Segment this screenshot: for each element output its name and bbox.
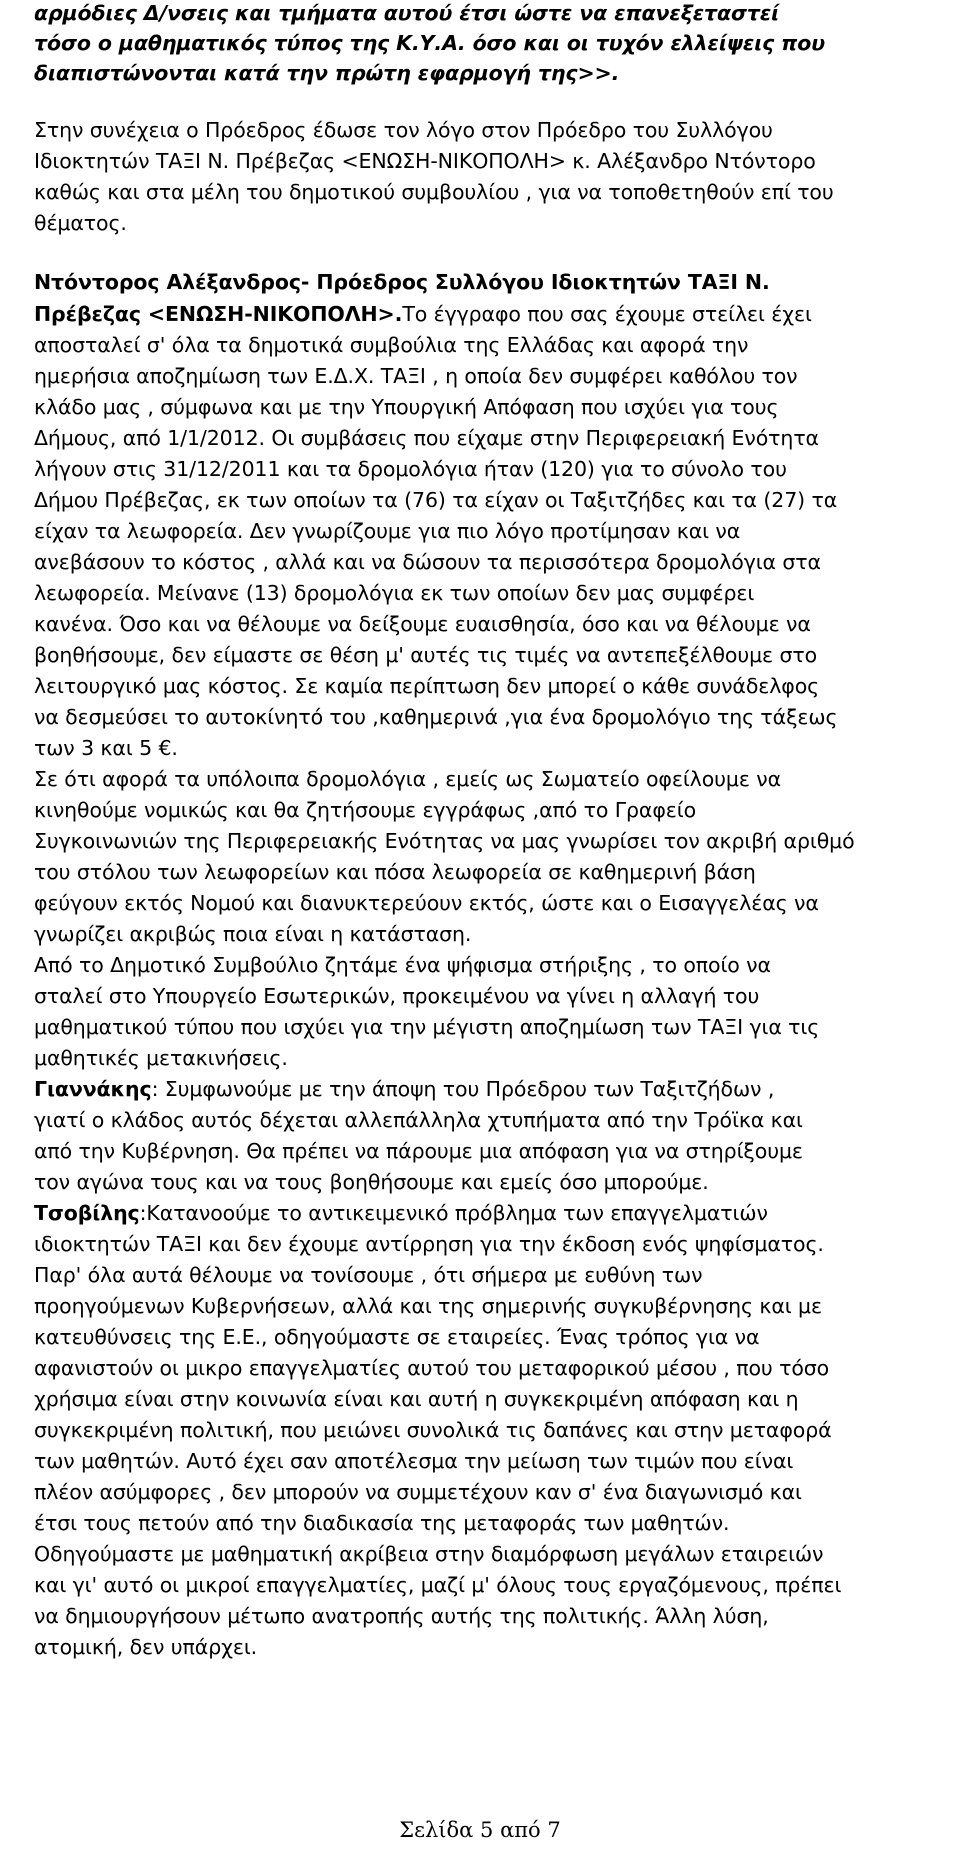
speaker-line: Οδηγούμαστε με μαθηματική ακρίβεια στην διαμόρφωση μεγάλων εταιρειών — [34, 1542, 824, 1566]
paragraph-line: Ιδιοκτητών ΤΑΞΙ Ν. Πρέβεζας <ΕΝΩΣΗ-ΝΙΚΟΠΟΛΗ> κ. Αλέξανδρο Ντόντορο — [34, 149, 816, 173]
body-line: λήγουν στις 31/12/2011 και τα δρομολόγια ήταν (120) για το σύνολο του — [34, 457, 787, 481]
body-line: του στόλου των λεωφορείων και πόσα λεωφορεία σε καθημερινή βάση — [34, 860, 756, 884]
speaker-line: τον αγώνα τους και να τους βοηθήσουμε και εμείς όσο μπορούμε. — [34, 1170, 709, 1194]
speaker-line — [34, 301, 812, 327]
speaker-name: Πρέβεζας <ΕΝΩΣΗ-ΝΙΚΟΠΟΛΗ>. — [34, 302, 403, 326]
speaker-line: των μαθητών. Αυτό έχει σαν αποτέλεσμα την μείωση των τιμών που είναι — [34, 1449, 794, 1473]
body-line: Συγκοινωνιών της Περιφερειακής Ενότητας να μας γνωρίσει τον ακριβή αριθμό — [34, 829, 855, 853]
speaker-line: αφανιστούν οι μικρο επαγγελματίες αυτού του μεταφορικού μέσου , που τόσο — [34, 1356, 830, 1380]
body-line: ανεβάσουν το κόστος , αλλά και να δώσουν τα περισσότερα δρομολόγια στα — [34, 550, 821, 574]
speaker-line: κατευθύνσεις της Ε.Ε., οδηγούμαστε σε εταιρείες. Ένας τρόπος για να — [34, 1325, 760, 1349]
body-line: φεύγουν εκτός Νομού και διανυκτερεύουν εκτός, ώστε και ο Εισαγγελέας να — [34, 891, 819, 915]
body-line: είχαν τα λεωφορεία. Δεν γνωρίζουμε για πιο λόγο προτίμησαν και να — [34, 519, 741, 543]
speaker-line: προηγούμενων Κυβερνήσεων, αλλά και της σημερινής συγκυβέρνησης και με — [34, 1294, 822, 1318]
paragraph-line: καθώς και στα μέλη του δημοτικού συμβουλίου , για να τοποθετηθούν επί του — [34, 180, 834, 204]
speaker-line — [34, 1200, 768, 1226]
speaker-line: γιατί ο κλάδος αυτός δέχεται αλλεπάλληλα χτυπήματα από την Τρόϊκα και — [34, 1108, 803, 1132]
speaker-line: Παρ' όλα αυτά θέλουμε να τονίσουμε , ότι σήμερα με ευθύνη των — [34, 1263, 703, 1287]
speaker-line: πλέον ασύμφορες , δεν μπορούν να συμμετέχουν καν σ' ένα διαγωνισμό και — [34, 1480, 802, 1504]
body-line: Από το Δημοτικό Συμβούλιο ζητάμε ένα ψήφισμα στήριξης , το οποίο να — [34, 953, 771, 977]
speaker-text: :Κατανοούμε το αντικειμενικό πρόβλημα των επαγγελματιών — [139, 1201, 768, 1225]
body-line: λειτουργικό μας κόστος. Σε καμία περίπτωση δεν μπορεί ο κάθε συνάδελφος — [34, 674, 820, 698]
body-line: κανένα. Όσο και να θέλουμε να δείξουμε ευαισθησία, όσο και να θέλουμε να — [34, 612, 811, 636]
intro-line: διαπιστώνονται κατά την πρώτη εφαρμογή της>>. — [34, 61, 620, 85]
body-line: ημερήσια αποζημίωση των Ε.Δ.Χ. ΤΑΞΙ , η οποία δεν συμφέρει καθόλου τον — [34, 364, 798, 388]
speaker-line: από την Κυβέρνηση. Θα πρέπει να πάρουμε μια απόφαση για να στηρίξουμε — [34, 1139, 803, 1163]
body-line: Δήμου Πρέβεζας, εκ των οποίων τα (76) τα είχαν οι Ταξιτζήδες και τα (27) τα — [34, 488, 838, 512]
speaker-line: χρήσιμα είναι στην κοινωνία είναι και αυτή η συγκεκριμένη απόφαση και η — [34, 1387, 799, 1411]
body-line: των 3 και 5 €. — [34, 736, 178, 760]
body-line: λεωφορεία. Μείνανε (13) δρομολόγια εκ των οποίων δεν μας συμφέρει — [34, 581, 755, 605]
speaker-name: Τσοβίλης — [34, 1201, 140, 1225]
paragraph-line: Στην συνέχεια ο Πρόεδρος έδωσε τον λόγο στον Πρόεδρο του Συλλόγου — [34, 118, 773, 142]
speaker-text: : Συμφωνούμε με την άποψη του Πρόεδρου των Ταξιτζήδων , — [151, 1077, 775, 1101]
page-footer: Σελίδα 5 από 7 — [399, 1818, 561, 1842]
intro-line: τόσο ο μαθηματικός τύπος της Κ.Υ.Α. όσο και οι τυχόν ελλείψεις που — [34, 31, 826, 55]
speaker-line — [34, 1076, 774, 1102]
body-line: γνωρίζει ακριβώς ποια είναι η κατάσταση. — [34, 922, 472, 946]
body-line: σταλεί στο Υπουργείο Εσωτερικών, προκειμένου να γίνει η αλλαγή του — [34, 984, 760, 1008]
speaker-text: Το έγγραφο που σας έχουμε στείλει έχει — [402, 302, 812, 326]
speaker-line: και γι' αυτό οι μικροί επαγγελματίες, μαζί μ' όλους τους εργαζόμενους, πρέπει — [34, 1573, 842, 1597]
body-line: κλάδο μας , σύμφωνα και με την Υπουργική Απόφαση που ισχύει για τους — [34, 395, 779, 419]
speaker-line: ιδιοκτητών ΤΑΞΙ και δεν έχουμε αντίρρηση για την έκδοση ενός ψηφίσματος. — [34, 1232, 824, 1256]
speaker-line: ατομική, δεν υπάρχει. — [34, 1635, 258, 1659]
speaker-name: Γιαννάκης — [34, 1077, 152, 1101]
paragraph-line: θέματος. — [34, 211, 127, 235]
body-line: κινηθούμε νομικώς και θα ζητήσουμε εγγράφως ,από το Γραφείο — [34, 798, 697, 822]
speaker-line: έτσι τους πετούν από την διαδικασία της μεταφοράς των μαθητών. — [34, 1511, 730, 1535]
body-line: αποσταλεί σ' όλα τα δημοτικά συμβούλια της Ελλάδας και αφορά την — [34, 333, 749, 357]
speaker-line: να δημιουργήσουν μέτωπο ανατροπής αυτής της πολιτικής. Άλλη λύση, — [34, 1604, 769, 1628]
speaker-heading: Ντόντορος Αλέξανδρος- Πρόεδρος Συλλόγου Ιδιοκτητών ΤΑΞΙ Ν. — [34, 270, 770, 294]
body-line: να δεσμεύσει το αυτοκίνητό του ,καθημερινά ,για ένα δρομολόγιο της τάξεως — [34, 705, 838, 729]
body-line: βοηθήσουμε, δεν είμαστε σε θέση μ' αυτές τις τιμές να αντεπεξέλθουμε στο — [34, 643, 818, 667]
speaker-line: συγκεκριμένη πολιτική, που μειώνει συνολικά τις δαπάνες και στην μεταφορά — [34, 1418, 832, 1442]
body-line: Σε ότι αφορά τα υπόλοιπα δρομολόγια , εμείς ως Σωματείο οφείλουμε να — [34, 767, 782, 791]
body-line: μαθηματικού τύπου που ισχύει για την μέγιστη αποζημίωση των ΤΑΞΙ για τις — [34, 1015, 820, 1039]
body-line: μαθητικές μετακινήσεις. — [34, 1046, 288, 1070]
body-line: Δήμους, από 1/1/2012. Οι συμβάσεις που είχαμε στην Περιφερειακή Ενότητα — [34, 426, 819, 450]
intro-line: αρμόδιες Δ/νσεις και τμήματα αυτού έτσι ώστε να επανεξεταστεί — [34, 1, 780, 25]
